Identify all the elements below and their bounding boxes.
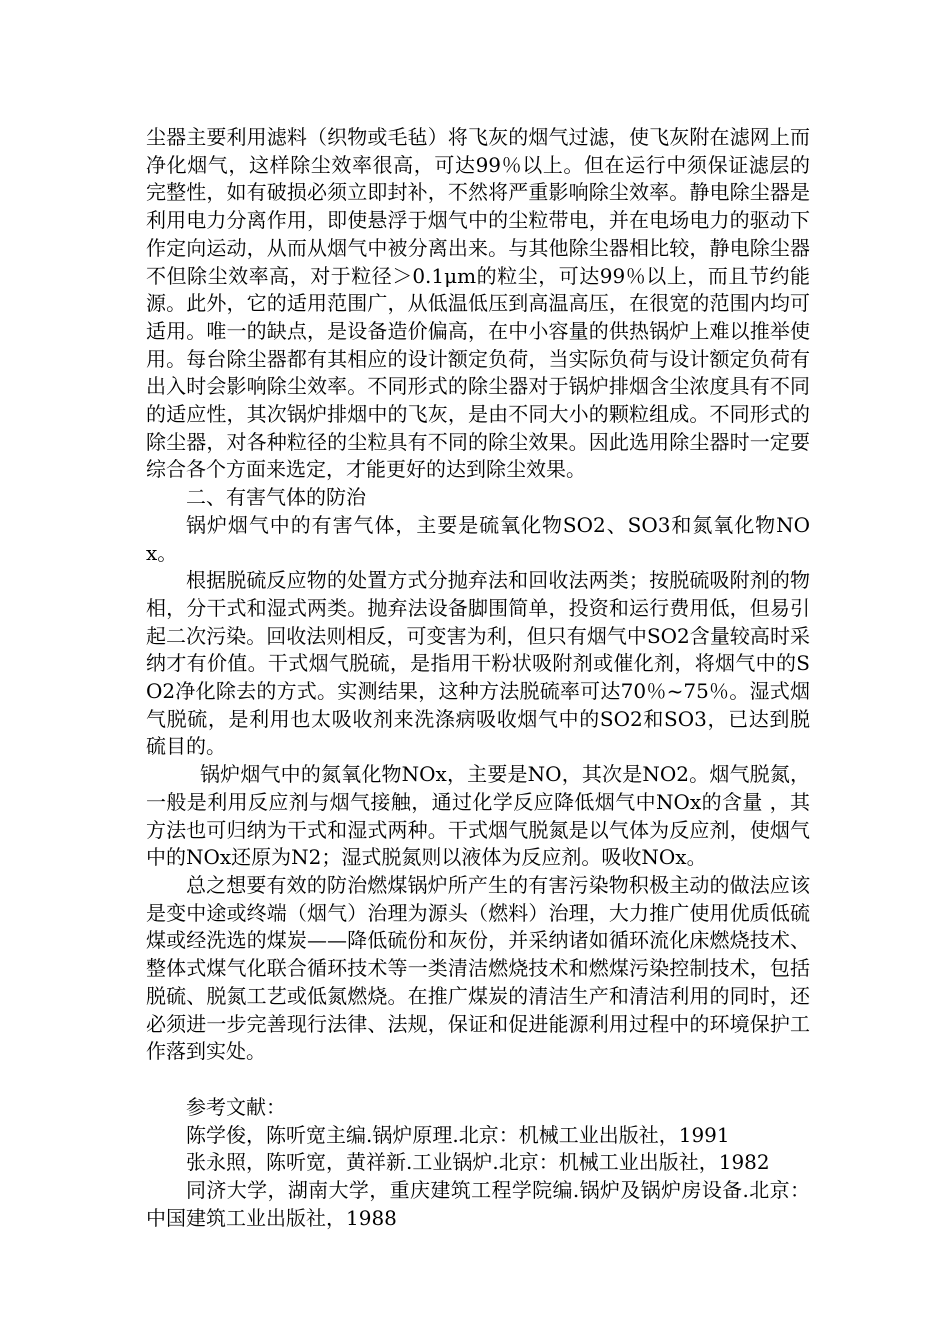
paragraph-desulfurization: 根据脱硫反应物的处置方式分抛弃法和回收法两类；按脱硫吸附剂的物相，分干式和湿式两类。抛弃法设备脚围简单，投资和运行费用低，但易引起二次污染。回收法则相反，可变害为利，但只有烟气中SO2含量较高时采纳才有价值。干式烟气脱硫，是指用干粉状吸附剂或催化剂，将烟气中的SO2净化除去的方式。实测结果，这种方法脱硫率可达70％~75％。湿式烟气脱硫，是利用也太吸收剂来洗涤病吸收烟气中的SO2和SO3，已达到脱硫目的。 [146, 568, 810, 759]
references-heading: 参考文献： [186, 1094, 286, 1119]
paragraph-denitrification: 锅炉烟气中的氮氧化物NOx，主要是NO，其次是NO2。烟气脱氮，一般是利用反应剂与烟气接触，通过化学反应降低烟气中NOx的含量 ，其方法也可归纳为干式和湿式两种。干式烟气脱氮是以气体为反应剂，使烟气中的NOx还原为N2；湿式脱氮则以液体为反应剂。吸收NOx。 [146, 762, 810, 870]
spacer [146, 1066, 810, 1094]
reference-item: 同济大学，湖南大学，重庆建筑工程学院编.锅炉及锅炉房设备.北京：中国建筑工业出版社，1988 [146, 1178, 810, 1230]
section-heading-harmful-gases: 二、有害气体的防治 [186, 485, 366, 510]
paragraph-dust-collectors: 尘器主要利用滤料（织物或毛毡）将飞灰的烟气过滤，使飞灰附在滤网上而净化烟气，这样除尘效率很高，可达99％以上。但在运行中须保证滤层的完整性，如有破损必须立即封补，不然将严重影响除尘效率。静电除尘器是利用电力分离作用，即使悬浮于烟气中的尘粒带电，并在电场电力的驱动下作定向运动，从而从烟气中被分离出来。与其他除尘器相比较，静电除尘器不但除尘效率高，对于粒径＞0.1μm的粒尘，可达99％以上，而且节约能源。此外，它的适用范围广，从低温低压到高温高压，在很宽的范围内均可适用。唯一的缺点，是设备造价偏高，在中小容量的供热锅炉上难以推举使用。每台除尘器都有其相应的设计额定负荷，当实际负荷与设计额定负荷有出入时会影响除尘效率。不同形式的除尘器对于锅炉排烟含尘浓度具有不同的适应性，其次锅炉排烟中的飞灰，是由不同大小的颗粒组成。不同形式的除尘器，对各种粒径的尘粒具有不同的除尘效果。因此选用除尘器时一定要综合各个方面来选定，才能更好的达到除尘效果。 [146, 125, 810, 482]
reference-item: 陈学俊，陈听宽主编.锅炉原理.北京：机械工业出版社，1991 [186, 1122, 730, 1147]
reference-item: 张永照，陈听宽，黄祥新.工业锅炉.北京：机械工业出版社，1982 [186, 1150, 770, 1175]
paragraph-conclusion: 总之想要有效的防治燃煤锅炉所产生的有害污染物积极主动的做法应该是变中途或终端（烟气）治理为源头（燃料）治理，大力推广使用优质低硫煤或经洗选的煤炭——降低硫份和灰份，并采纳诸如循环流化床燃烧技术、整体式煤气化联合循环技术等一类清洁燃烧技术和燃煤污染控制技术，包括脱硫、脱氮工艺或低氮燃烧。在推广煤炭的清洁生产和清洁利用的同时，还必须进一步完善现行法律、法规，保证和促进能源利用过程中的环境保护工作落到实处。 [146, 872, 810, 1064]
document-page [146, 124, 810, 1232]
paragraph-harmful-gases: 锅炉烟气中的有害气体，主要是硫氧化物SO2、SO3和氮氧化物NOx。 [146, 512, 810, 565]
